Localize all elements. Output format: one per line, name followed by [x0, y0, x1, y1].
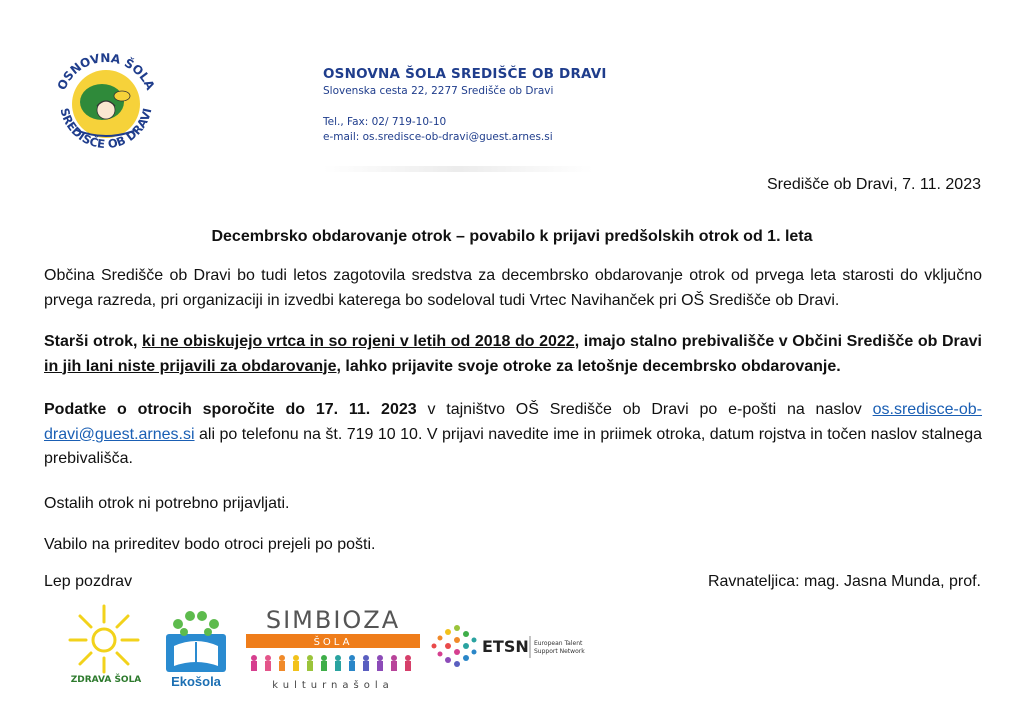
ekosola-logo	[164, 606, 228, 690]
place-date: Središče ob Dravi, 7. 11. 2023	[766, 176, 981, 193]
school-crest-logo	[46, 44, 166, 164]
letter-title: Decembrsko obdarovanje otrok – povabilo k prijavi predšolskih otrok od 1. leta	[211, 228, 813, 245]
etsn-text: ETSN	[482, 637, 529, 656]
paragraph-others: Ostalih otrok ni potrebno prijavljati.	[44, 495, 290, 512]
crest-bottom-text: SREDIŠČE OB DRAVI	[57, 106, 155, 152]
school-name: OSNOVNA ŠOLA SREDIŠČE OB DRAVI	[323, 66, 607, 82]
eko-text: Ekošola	[171, 674, 221, 689]
eligibility-b: ki ne obiskujejo vrtca in so rojeni v letih od 2018 do 2022	[142, 333, 575, 350]
simbioza-text: SIMBIOZA	[265, 606, 401, 634]
kulturna-people	[251, 655, 411, 671]
greeting: Lep pozdrav	[44, 573, 133, 590]
paragraph-intro: Občina Središče ob Dravi bo tudi letos zagotovila sredstva za decembrsko obdarovanje otrok od prvega leta starosti do vključno prvega razreda, pri organizaciji in izvedbi katerega bo sodeloval tudi Vrtec Navihanček pri OŠ Središče ob Dravi.	[44, 267, 982, 309]
kulturna-text: kulturnašola	[272, 680, 394, 691]
letterhead-shadow	[323, 166, 593, 172]
eligibility-d: in jih lani niste prijavili za obdarovanje	[44, 357, 337, 375]
registration-deadline: Podatke o otrocih sporočite do 17. 11. 2023	[44, 401, 417, 418]
simbioza-sub: ŠOLA	[313, 637, 353, 648]
registration-mid: v tajništvo OŠ Središče ob Dravi po e-pošti na naslov	[416, 401, 873, 418]
school-email: e-mail: os.sredisce-ob-dravi@guest.arnes.si	[323, 131, 553, 143]
eligibility-e: , lahko prijavite svoje otroke za letošnje decembrsko obdarovanje.	[336, 357, 841, 375]
eligibility-c: , imajo stalno prebivališče v Občini Središče ob Dravi	[574, 333, 983, 350]
email-link[interactable]: os.sredisce-ob-dravi@guest.arnes.si	[44, 401, 982, 443]
school-address: Slovenska cesta 22, 2277 Središče ob Dravi	[323, 85, 554, 97]
school-phone: Tel., Fax: 02/ 719-10-10	[323, 116, 447, 128]
crest-top-text: OSNOVNA ŠOLA	[54, 50, 158, 93]
paragraph-eligibility	[44, 330, 982, 379]
paragraph-invitation: Vabilo na prireditev bodo otroci prejeli po pošti.	[44, 536, 376, 553]
etsn-dots	[432, 625, 477, 667]
zdrava-text: ZDRAVA ŠOLA	[70, 675, 142, 685]
signature: Ravnateljica: mag. Jasna Munda, prof.	[707, 573, 981, 590]
etsn-sub2: Support Network	[534, 648, 585, 655]
registration-rest: ali po telefonu na št. 719 10 10. V prijavi navedite ime in priimek otroka, datum rojstva in točen naslov stalnega prebivališča.	[44, 425, 982, 467]
etsn-logo	[428, 620, 588, 672]
paragraph-registration	[44, 398, 982, 472]
simbioza-logo	[244, 604, 422, 694]
eligibility-a: Starši otrok,	[44, 333, 143, 350]
zdrava-sola-logo	[66, 602, 148, 688]
letterhead	[323, 66, 607, 143]
etsn-sub1: European Talent	[534, 640, 583, 647]
